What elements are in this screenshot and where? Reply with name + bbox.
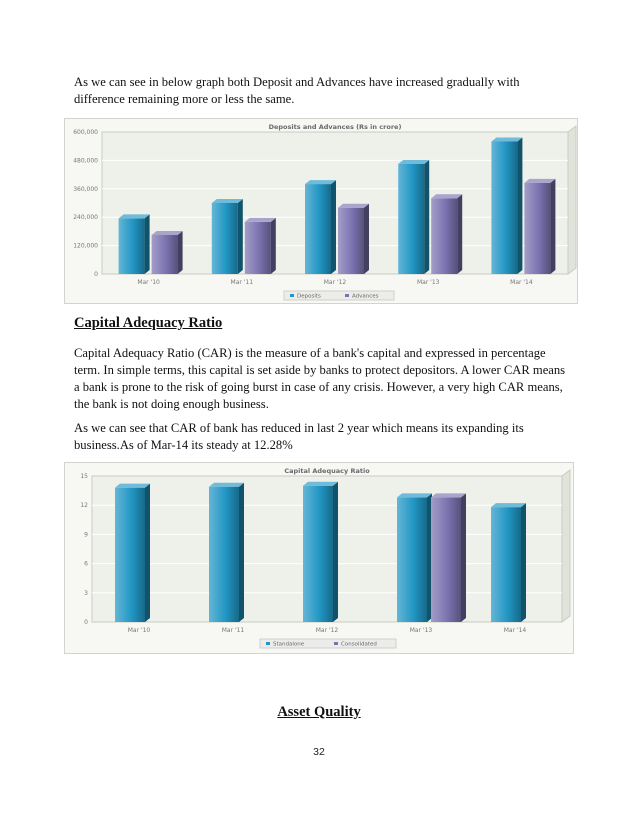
legend-swatch-consolidated: [334, 642, 338, 645]
y-tick-label: 15: [80, 473, 88, 480]
y-tick-label: 240,000: [73, 214, 98, 222]
x-tick-label: Mar '11: [221, 627, 245, 634]
chart-title: Capital Adequacy Ratio: [284, 467, 370, 475]
bar-top-standalone-1: [209, 483, 244, 487]
bar-standalone-3: [397, 497, 427, 622]
x-tick-label: Mar '14: [503, 627, 527, 634]
car-chart: [64, 462, 574, 654]
bar-advances-2: [338, 208, 364, 274]
x-tick-label: Mar '12: [323, 279, 347, 286]
bar-top-deposits-4: [491, 137, 522, 141]
bar-side-standalone-4: [521, 503, 526, 622]
bar-top-advances-3: [431, 194, 462, 198]
bar-side-deposits-2: [331, 180, 336, 274]
bar-side-advances-0: [178, 231, 183, 274]
bar-top-deposits-3: [398, 160, 429, 164]
x-tick-label: Mar '13: [409, 627, 433, 634]
bar-top-standalone-3: [397, 493, 432, 497]
car-paragraph-2: As we can see that CAR of bank has reduced in last 2 year which means its expanding its business.As of Mar-14 its steady at 12.28%: [74, 421, 524, 452]
y-tick-label: 3: [84, 589, 88, 597]
bar-top-deposits-1: [212, 199, 243, 203]
bar-advances-1: [245, 222, 271, 274]
bar-side-consolidated-3: [461, 493, 466, 622]
bar-side-advances-1: [271, 218, 276, 274]
deposits-advances-chart-svg: [64, 118, 578, 304]
bar-deposits-1: [212, 203, 238, 274]
bar-side-deposits-3: [424, 160, 429, 274]
legend-swatch-standalone: [266, 642, 270, 645]
bar-top-deposits-0: [119, 214, 150, 218]
car-paragraph-1: Capital Adequacy Ratio (CAR) is the measure of a bank's capital and expressed in percentage term. In simple terms, this capital is set aside by banks to protect depositors. A lower CAR means a bank is prone to the risk of going burst in case of any crisis. However, a very high CAR means, the bank is not doing enough business.: [74, 346, 566, 411]
intro-paragraph: As we can see in below graph both Deposit and Advances have increased gradually with difference remaining more or less the same.: [74, 75, 520, 106]
deposits-advances-chart: [64, 118, 578, 304]
bar-side-advances-4: [550, 179, 555, 274]
bar-side-standalone-2: [333, 482, 338, 622]
bar-side-standalone-1: [239, 483, 244, 622]
plot-side-wall: [568, 126, 576, 274]
bar-side-deposits-0: [145, 214, 150, 274]
plot-side-wall: [562, 470, 570, 622]
bar-advances-3: [431, 198, 457, 274]
bar-advances-4: [524, 183, 550, 274]
x-tick-label: Mar '11: [230, 279, 254, 286]
legend-label-consolidated: Consolidated: [341, 641, 377, 648]
y-tick-label: 120,000: [73, 242, 98, 250]
car-heading: Capital Adequacy Ratio: [74, 315, 223, 331]
bar-top-consolidated-3: [431, 493, 466, 497]
bar-standalone-4: [491, 507, 521, 622]
bar-top-advances-1: [245, 218, 276, 222]
car-chart-svg: [64, 462, 574, 654]
y-tick-label: 600,000: [73, 129, 98, 136]
y-tick-label: 0: [94, 271, 98, 278]
y-tick-label: 12: [80, 502, 88, 510]
y-tick-label: 9: [84, 531, 88, 539]
bar-top-deposits-2: [305, 180, 336, 184]
y-tick-label: 0: [84, 619, 88, 626]
bar-deposits-4: [491, 141, 517, 274]
bar-side-deposits-4: [517, 137, 522, 274]
y-tick-label: 360,000: [73, 185, 98, 193]
bar-deposits-0: [119, 218, 145, 274]
bar-side-standalone-0: [145, 484, 150, 622]
legend-swatch-deposits: [290, 294, 294, 297]
x-tick-label: Mar '10: [127, 627, 151, 634]
bar-deposits-2: [305, 184, 331, 274]
bar-top-standalone-2: [303, 482, 338, 486]
bar-side-deposits-1: [238, 199, 243, 274]
bar-standalone-0: [115, 488, 145, 622]
bar-standalone-2: [303, 486, 333, 622]
bar-advances-0: [152, 235, 178, 274]
legend-label-standalone: Standalone: [273, 641, 305, 648]
x-tick-label: Mar '10: [137, 279, 160, 286]
x-tick-label: Mar '13: [416, 279, 440, 286]
bar-side-advances-3: [457, 194, 462, 274]
bar-top-advances-2: [338, 204, 369, 208]
legend: [284, 291, 394, 300]
bar-deposits-3: [398, 164, 424, 274]
legend-swatch-advances: [345, 294, 349, 297]
bar-consolidated-3: [431, 497, 461, 622]
y-tick-label: 480,000: [73, 157, 98, 165]
legend: [260, 639, 396, 648]
legend-label-advances: Advances: [352, 293, 379, 300]
bar-top-advances-0: [152, 231, 183, 235]
bar-top-standalone-0: [115, 484, 150, 488]
x-tick-label: Mar '12: [315, 627, 339, 634]
y-tick-label: 6: [84, 560, 88, 568]
bar-top-standalone-4: [491, 503, 526, 507]
bar-side-advances-2: [364, 204, 369, 274]
bar-standalone-1: [209, 487, 239, 622]
bar-top-advances-4: [524, 179, 555, 183]
x-tick-label: Mar '14: [510, 279, 533, 286]
asset-quality-heading: Asset Quality: [277, 704, 361, 720]
page-number: 32: [313, 746, 325, 758]
legend-label-deposits: Deposits: [297, 293, 321, 300]
chart-title: Deposits and Advances (Rs in crore): [268, 123, 402, 131]
